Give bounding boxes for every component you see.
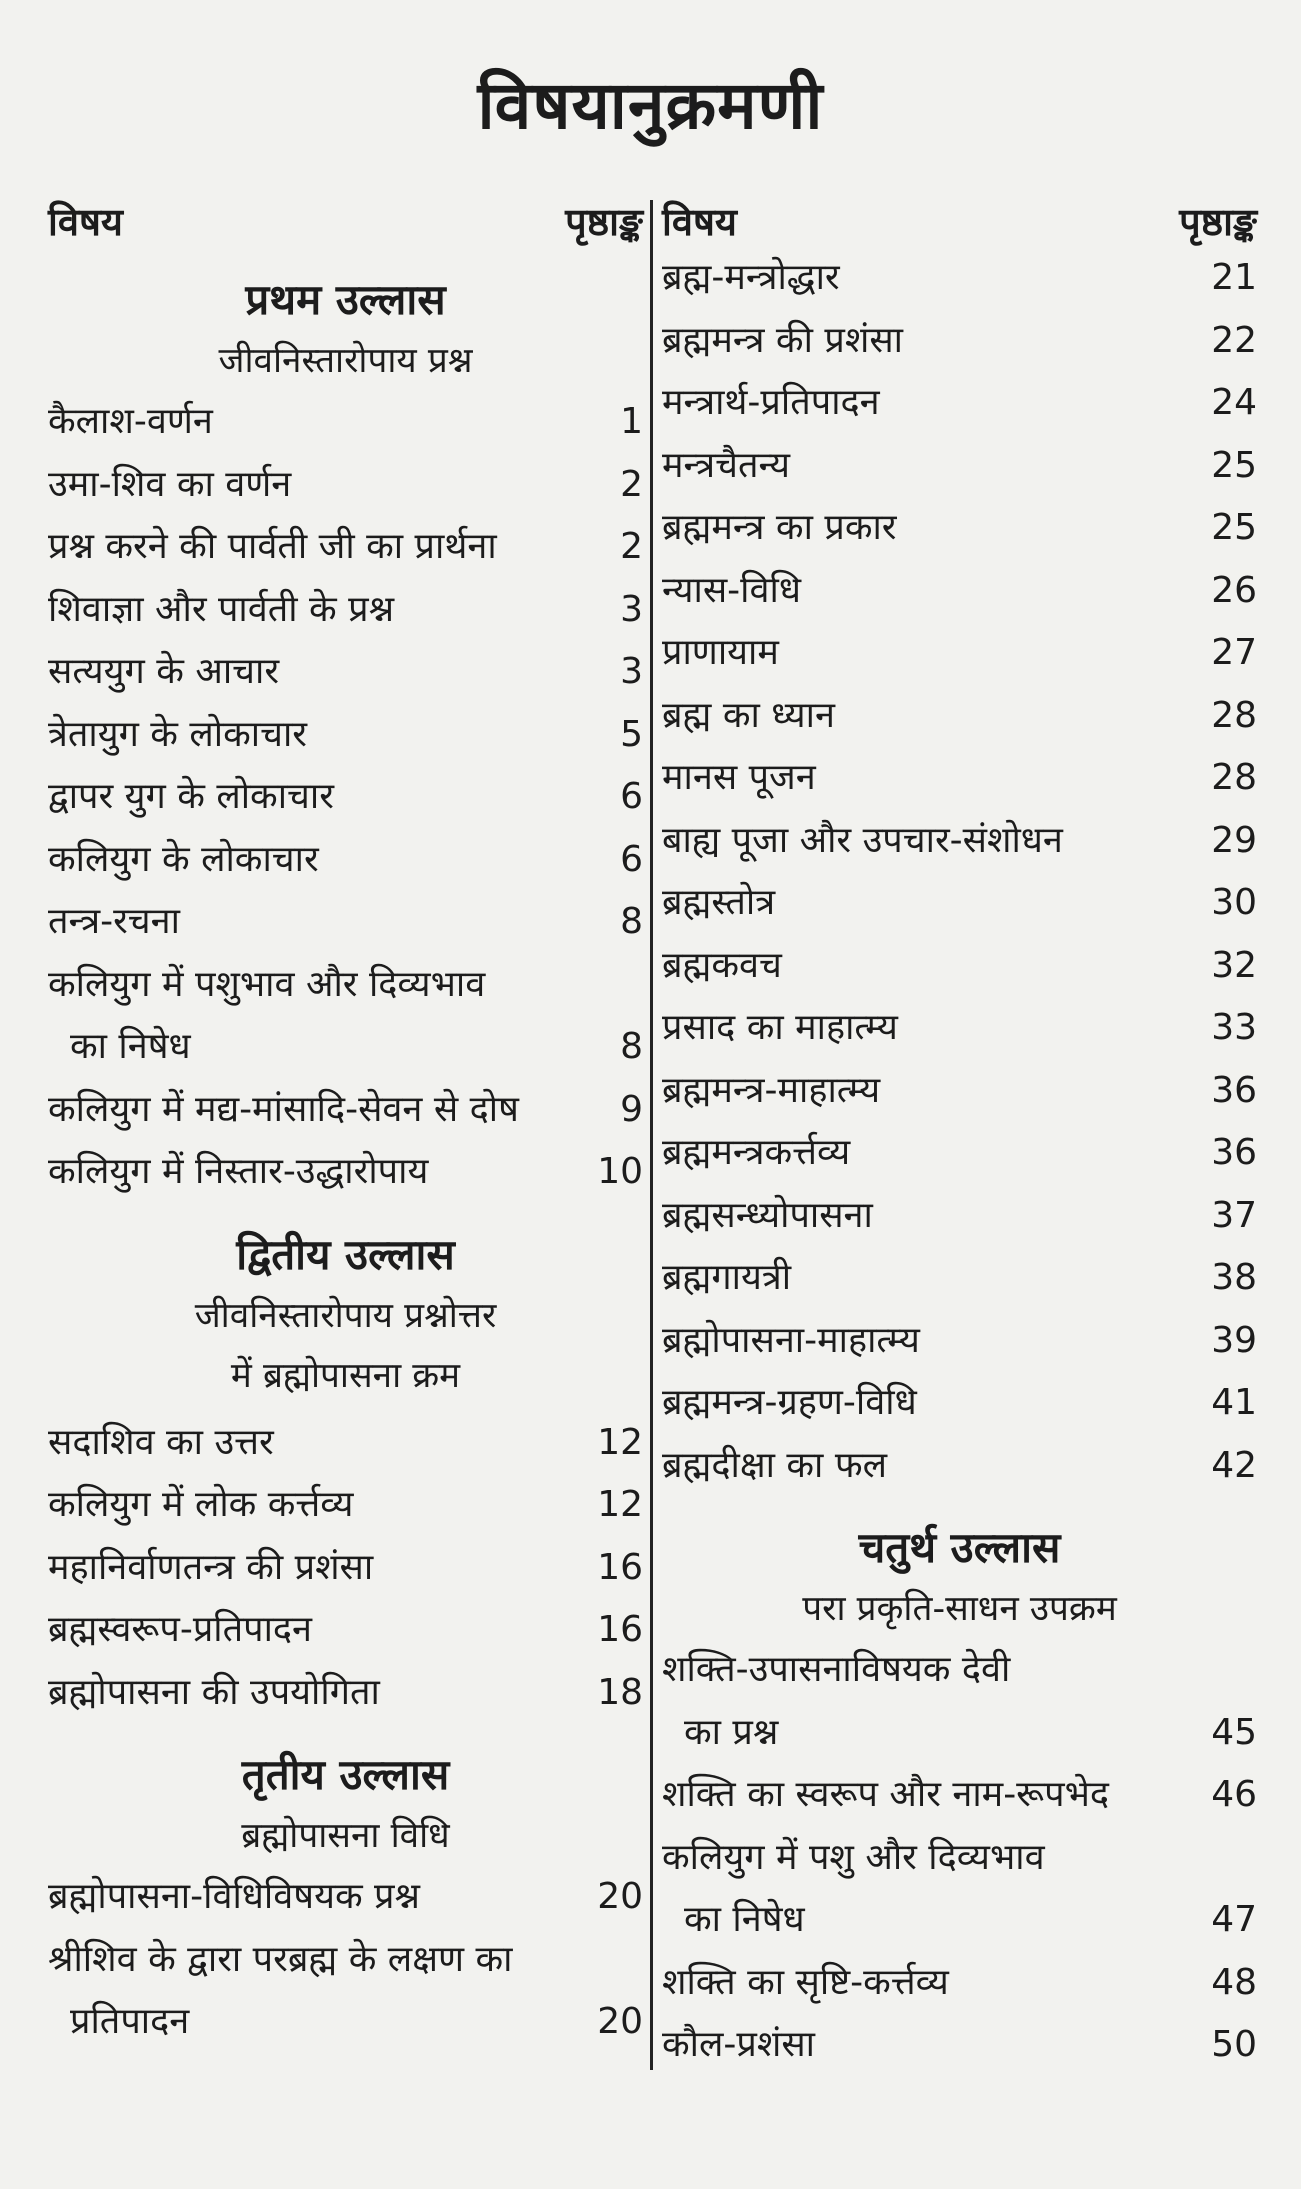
- toc-list-4: [662, 1639, 1257, 2077]
- toc-entry-title: ब्रह्म-मन्त्रोद्धार: [662, 257, 840, 298]
- toc-entry: [48, 579, 643, 642]
- toc-entry-page: 28: [1211, 694, 1257, 736]
- section-heading-1: प्रथम उल्लास: [245, 275, 446, 324]
- toc-entry-title: ब्रह्मदीक्षा का फल: [662, 1444, 887, 1486]
- toc-entry-page: 39: [1211, 1319, 1257, 1361]
- toc-entry-title: ब्रह्मोपासना-विधिविषयक प्रश्न: [48, 1876, 420, 1917]
- toc-entry-title: मन्त्रचैतन्य: [662, 444, 790, 486]
- toc-entry: [662, 560, 1257, 623]
- toc-entry: [662, 1185, 1257, 1248]
- toc-entry-page: 37: [1211, 1194, 1257, 1236]
- toc-list-right: [662, 247, 1257, 1497]
- toc-entry: [662, 685, 1257, 748]
- toc-entry-page: 21: [1211, 257, 1257, 298]
- toc-entry: [48, 766, 643, 829]
- page-number-heading: पृष्ठाङ्क: [1179, 200, 1257, 244]
- toc-entry-page: 25: [1211, 444, 1257, 486]
- toc-entry-title: कलियुग में मद्य-मांसादि-सेवन से दोष: [48, 1088, 519, 1130]
- toc-entry: [48, 704, 643, 767]
- toc-entry-page: 47: [1211, 1899, 1257, 1940]
- toc-entry-title: ब्रह्मोपासना की उपयोगिता: [48, 1671, 380, 1713]
- toc-entry-title: ब्रह्मसन्ध्योपासना: [662, 1194, 873, 1236]
- toc-entry-page: 20: [597, 1876, 643, 1917]
- right-column: [662, 195, 1257, 2077]
- toc-entry: [662, 1122, 1257, 1185]
- toc-entry-title: शक्ति का स्वरूप और नाम-रूपभेद: [662, 1774, 1110, 1815]
- toc-entry-continuation: का निषेध: [70, 1026, 191, 1067]
- section-subheading-3: ब्रह्मोपासना विधि: [241, 1816, 450, 1856]
- left-column-header: [48, 195, 643, 247]
- toc-entry-title: सत्ययुग के आचार: [48, 651, 280, 692]
- toc-entry: [662, 497, 1257, 560]
- toc-entry-title: ब्रह्ममन्त्र-माहात्म्य: [662, 1069, 881, 1111]
- toc-entry-title: प्रश्न करने की पार्वती जी का प्रार्थना: [48, 526, 497, 567]
- toc-entry-page: 42: [1211, 1444, 1257, 1486]
- toc-entry: [662, 622, 1257, 685]
- section-heading-3: तृतीय उल्लास: [241, 1750, 450, 1799]
- toc-entry: [48, 1537, 643, 1600]
- toc-entry-title: [662, 1827, 1189, 1952]
- toc-entry: [48, 829, 643, 892]
- toc-entry-page: 25: [1211, 507, 1257, 548]
- toc-entry-title: ब्रह्मोपासना-माहात्म्य: [662, 1319, 920, 1361]
- toc-entry: [662, 997, 1257, 1060]
- toc-entry: [662, 1310, 1257, 1373]
- toc-entry-page: 3: [620, 588, 643, 630]
- toc-entry: [48, 1141, 643, 1204]
- toc-entry-page: 16: [597, 1546, 643, 1588]
- toc-list-2: [48, 1412, 643, 1725]
- toc-entry-title: मानस पूजन: [662, 757, 816, 798]
- toc-entry-page: 2: [620, 526, 643, 567]
- toc-entry-page: 30: [1211, 882, 1257, 923]
- page-number-heading: पृष्ठाङ्क: [565, 200, 643, 244]
- toc-entry-title: ब्रह्ममन्त्र-ग्रहण-विधि: [662, 1382, 917, 1423]
- section-subheading-2a: जीवनिस्तारोपाय प्रश्नोत्तर: [194, 1295, 497, 1336]
- toc-entry: [48, 891, 643, 954]
- toc-entry-title: ब्रह्ममन्त्र की प्रशंसा: [662, 319, 903, 361]
- toc-entry-page: 29: [1211, 819, 1257, 861]
- toc-entry: [662, 435, 1257, 498]
- toc-entry: [48, 1079, 643, 1142]
- toc-entry-title: बाह्य पूजा और उपचार-संशोधन: [662, 819, 1063, 861]
- toc-entry: [48, 391, 643, 454]
- toc-entry: [662, 747, 1257, 810]
- toc-entry-page: 28: [1211, 757, 1257, 798]
- toc-entry-page: 24: [1211, 382, 1257, 423]
- toc-entry-title: शक्ति का सृष्टि-कर्त्तव्य: [662, 1961, 949, 2003]
- toc-entry-title: त्रेतायुग के लोकाचार: [48, 713, 308, 755]
- toc-entry-page: 6: [620, 838, 643, 880]
- toc-entry-page: 5: [620, 713, 643, 755]
- section-subheading-1: जीवनिस्तारोपाय प्रश्न: [218, 341, 473, 381]
- toc-entry-page: 45: [1211, 1711, 1257, 1753]
- toc-entry-page: 32: [1211, 944, 1257, 986]
- toc-entry-title: ब्रह्मस्वरूप-प्रतिपादन: [48, 1609, 313, 1650]
- left-column: [48, 195, 643, 2054]
- toc-entry-page: 50: [1211, 2024, 1257, 2065]
- toc-entry-title: द्वापर युग के लोकाचार: [48, 776, 334, 817]
- toc-entry-page: 3: [620, 651, 643, 692]
- toc-entry: [662, 247, 1257, 310]
- toc-entry-title: [48, 954, 575, 1079]
- toc-entry: [662, 1247, 1257, 1310]
- toc-entry-page: 1: [620, 401, 643, 442]
- toc-entry-title: [662, 1639, 1189, 1764]
- toc-entry-title: ब्रह्ममन्त्र का प्रकार: [662, 507, 897, 548]
- toc-entry: [48, 454, 643, 517]
- toc-entry-title: महानिर्वाणतन्त्र की प्रशंसा: [48, 1546, 374, 1588]
- toc-entry-page: 26: [1211, 569, 1257, 611]
- toc-entry: [662, 310, 1257, 373]
- toc-entry-page: 16: [597, 1609, 643, 1650]
- toc-entry-continuation: का निषेध: [684, 1899, 805, 1940]
- toc-entry-page: 8: [620, 901, 643, 942]
- toc-entry-page: 36: [1211, 1069, 1257, 1111]
- toc-entry: [662, 872, 1257, 935]
- section-subheading-2b: में ब्रह्मोपासना क्रम: [230, 1355, 461, 1396]
- section-heading-2: द्वितीय उल्लास: [236, 1229, 455, 1279]
- toc-entry-page: 36: [1211, 1132, 1257, 1173]
- section-subheading-4: परा प्रकृति-साधन उपक्रम: [802, 1589, 1117, 1629]
- toc-entry-title: कलियुग में लोक कर्त्तव्य: [48, 1484, 354, 1525]
- toc-entry-page: 10: [597, 1151, 643, 1192]
- toc-entry-page: 46: [1211, 1774, 1257, 1815]
- toc-entry-title: प्राणायाम: [662, 632, 779, 673]
- toc-entry-title: कलियुग में निस्तार-उद्धारोपाय: [48, 1151, 429, 1192]
- toc-entry-title: कलियुग के लोकाचार: [48, 838, 319, 880]
- toc-entry: [662, 372, 1257, 435]
- toc-entry-page: 9: [620, 1088, 643, 1130]
- toc-entry-page: 12: [597, 1421, 643, 1463]
- column-divider: [650, 200, 653, 2070]
- toc-entry-line: श्रीशिव के द्वारा परब्रह्म के लक्षण का: [48, 1938, 513, 1980]
- toc-entry: [662, 1764, 1257, 1827]
- toc-entry: [48, 1662, 643, 1725]
- toc-entry: [48, 1474, 643, 1537]
- toc-entry-title: कौल-प्रशंसा: [662, 2024, 815, 2065]
- toc-entry-title: ब्रह्ममन्त्रकर्त्तव्य: [662, 1132, 851, 1173]
- toc-entry-page: 12: [597, 1484, 643, 1525]
- toc-entry-page: 20: [597, 2001, 643, 2042]
- section-heading-4: चतुर्थ उल्लास: [858, 1523, 1061, 1572]
- toc-entry-title: उमा-शिव का वर्णन: [48, 463, 292, 505]
- toc-entry-page: 6: [620, 776, 643, 817]
- toc-entry-line: शक्ति-उपासनाविषयक देवी: [662, 1649, 1011, 1690]
- toc-entry: [48, 1599, 643, 1662]
- toc-entry: [48, 1866, 643, 1929]
- right-column-header: [662, 195, 1257, 247]
- toc-entry-page: 38: [1211, 1257, 1257, 1298]
- toc-entry: [662, 1827, 1257, 1952]
- toc-entry: [662, 810, 1257, 873]
- toc-entry-page: 41: [1211, 1382, 1257, 1423]
- toc-entry-page: 27: [1211, 632, 1257, 673]
- toc-entry-title: सदाशिव का उत्तर: [48, 1421, 274, 1463]
- toc-entry-line: कलियुग में पशु और दिव्यभाव: [662, 1836, 1045, 1878]
- toc-entry-continuation: का प्रश्न: [684, 1711, 779, 1753]
- toc-entry: [662, 1435, 1257, 1498]
- toc-entry: [662, 1060, 1257, 1123]
- toc-entry-title: ब्रह्मकवच: [662, 944, 782, 986]
- subject-heading: विषय: [662, 200, 737, 244]
- toc-entry-title: प्रसाद का माहात्म्य: [662, 1007, 898, 1048]
- toc-entry-title: ब्रह्मस्तोत्र: [662, 882, 776, 923]
- toc-entry-title: [48, 1929, 575, 2054]
- toc-entry-title: मन्त्रार्थ-प्रतिपादन: [662, 382, 880, 423]
- toc-entry: [48, 954, 643, 1079]
- page-title: विषयानुक्रमणी: [477, 67, 824, 144]
- toc-entry-page: 33: [1211, 1007, 1257, 1048]
- toc-entry-title: शिवाज्ञा और पार्वती के प्रश्न: [48, 588, 395, 630]
- toc-entry-title: तन्त्र-रचना: [48, 901, 180, 942]
- toc-entry: [48, 1412, 643, 1475]
- toc-list-1: [48, 391, 643, 1204]
- toc-entry-page: 18: [597, 1671, 643, 1713]
- subject-heading: विषय: [48, 200, 123, 244]
- toc-entry-title: कैलाश-वर्णन: [48, 401, 213, 442]
- toc-entry: [48, 1929, 643, 2054]
- toc-entry-page: 48: [1211, 1961, 1257, 2003]
- toc-entry: [662, 935, 1257, 998]
- toc-entry: [48, 516, 643, 579]
- toc-entry: [662, 1639, 1257, 1764]
- toc-entry-continuation: प्रतिपादन: [70, 2001, 190, 2042]
- toc-entry: [662, 2014, 1257, 2077]
- toc-entry-title: ब्रह्म का ध्यान: [662, 694, 835, 736]
- toc-entry: [48, 641, 643, 704]
- toc-entry-page: 2: [620, 463, 643, 505]
- toc-entry-line: कलियुग में पशुभाव और दिव्यभाव: [48, 963, 486, 1005]
- toc-entry-title: ब्रह्मगायत्री: [662, 1257, 792, 1298]
- toc-entry-title: न्यास-विधि: [662, 569, 801, 611]
- toc-list-3: [48, 1866, 643, 2054]
- toc-entry: [662, 1372, 1257, 1435]
- toc-entry-page: 22: [1211, 319, 1257, 361]
- toc-entry-page: 8: [620, 1026, 643, 1067]
- toc-entry: [662, 1952, 1257, 2015]
